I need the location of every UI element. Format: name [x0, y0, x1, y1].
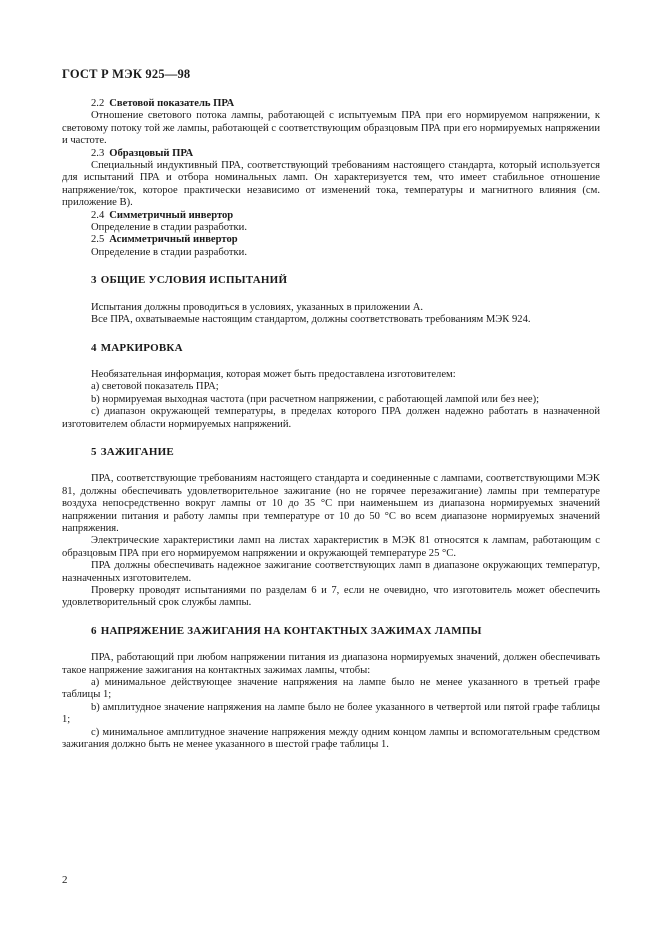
list-item-a: а) минимальное действующее значение напряжения на лампе было не менее указанного в третьей графе таблицы 1; — [62, 677, 600, 701]
section-5 — [62, 446, 600, 610]
subsection-2-4-text: Определение в стадии разработки. — [91, 222, 247, 234]
list-item-c: с) диапазон окружающей температуры, в пределах которого ПРА должен надежно работать в назначенной изготовителем области нормируемых напряжений. — [62, 406, 600, 430]
section-title: МАРКИРОВКА — [100, 341, 183, 354]
section-4 — [62, 342, 600, 431]
subsection-title: Асимметричный инвертор — [109, 234, 238, 246]
subsection-2-5-text: Определение в стадии разработки. — [91, 246, 247, 258]
paragraph: ПРА, соответствующие требованиям настоящего стандарта и соединенные с лампами, соответствующими МЭК 81, должны обеспечивать удовлетворительное зажигание (но не горячее перезажигание) лампы при температуре воздуха непосредственно вокруг лампы от 10 до 35 °С при наименьшем из диапазона нормируемых значений напряжении питания и работу лампы при температуре от 10 до 50 °С во всем диапазоне нормируемых значений напряжения. — [62, 473, 600, 534]
subsection-2-4-heading — [62, 210, 600, 222]
subsection-number: 2.5 — [91, 234, 105, 246]
list-item-a: а) световой показатель ПРА; — [91, 381, 219, 393]
paragraph: Испытания должны проводиться в условиях, указанных в приложении А. — [91, 301, 424, 313]
subsection-2-3-text: Специальный индуктивный ПРА, соответствующий требованиям настоящего стандарта, который используется для испытаний ПРА и отбора номинальных ламп. Он характеризуется тем, что имеет стабильное отношение напряжение/ток, которое практически независимо от изменений тока, температуры и магнитного влияния (см. приложение В). — [62, 160, 600, 209]
section-title: ОБЩИЕ УСЛОВИЯ ИСПЫТАНИЙ — [100, 274, 288, 287]
section-title: ЗАЖИГАНИЕ — [100, 445, 174, 458]
section-heading — [62, 446, 600, 458]
section-number: 6 — [91, 624, 97, 637]
list-item-b: b) амплитудное значение напряжения на лампе было не более указанного в четвертой или пятой графе таблицы 1; — [62, 701, 600, 726]
list-item-c: с) минимальное амплитудное значение напряжения между одним концом лампы и вспомогательным средством зажигания должно быть не менее указанного в шестой графе таблицы 1. — [62, 726, 600, 751]
section-3 — [62, 274, 600, 326]
paragraph: Электрические характеристики ламп на листах характеристик в МЭК 81 относятся к лампам, работающим с образцовым ПРА при его нормируемом напряжении и окружающей температуре 25 °С. — [62, 535, 600, 559]
paragraph: Проверку проводят испытаниями по разделам 6 и 7, если не очевидно, что изготовитель может обеспечить удовлетворительный срок службы лампы. — [62, 585, 600, 609]
section-number: 3 — [91, 274, 97, 287]
subsection-2-2-text: Отношение светового потока лампы, работающей с испытуемым ПРА при его нормируемом напряжении, к световому потоку той же лампы, работающей с соответствующим образцовым ПРА при его нормируемых напряжении и частоте. — [62, 110, 600, 147]
paragraph: ПРА должны обеспечивать надежное зажигание соответствующих ламп в диапазоне окружающих температур, назначенных изготовителем. — [62, 560, 600, 584]
section-title: НАПРЯЖЕНИЕ ЗАЖИГАНИЯ НА КОНТАКТНЫХ ЗАЖИМАХ ЛАМПЫ — [100, 624, 482, 637]
list-item-b: b) нормируемая выходная частота (при расчетном напряжении, с работающей лампой или без нее); — [91, 393, 540, 405]
subsection-title: Симметричный инвертор — [109, 209, 234, 221]
paragraph: ПРА, работающий при любом напряжении питания из диапазона нормируемых значений, должен обеспечивать такое напряжение зажигания на контактных зажимах лампы, чтобы: — [62, 652, 600, 676]
subsection-title: Образцовый ПРА — [109, 147, 194, 159]
subsection-number: 2.3 — [91, 147, 105, 159]
subsection-number: 2.4 — [91, 209, 105, 221]
section-heading — [62, 274, 600, 286]
section-number: 4 — [91, 341, 97, 354]
section-2 — [62, 98, 600, 259]
paragraph: Все ПРА, охватываемые настоящим стандартом, должны соответствовать требованиям МЭК 924. — [91, 314, 531, 326]
subsection-number: 2.2 — [91, 98, 105, 109]
document-header: ГОСТ Р МЭК 925—98 — [62, 67, 191, 81]
page-number: 2 — [62, 874, 68, 886]
section-heading — [62, 625, 600, 637]
subsection-2-3-heading — [62, 148, 600, 160]
subsection-2-5-heading — [62, 234, 600, 246]
subsection-title: Световой показатель ПРА — [109, 98, 235, 109]
document-body — [62, 98, 600, 751]
section-number: 5 — [91, 445, 97, 458]
section-heading — [62, 342, 600, 354]
paragraph: Необязательная информация, которая может быть предоставлена изготовителем: — [91, 368, 456, 380]
section-6 — [62, 625, 600, 752]
subsection-2-2-heading — [62, 98, 600, 110]
